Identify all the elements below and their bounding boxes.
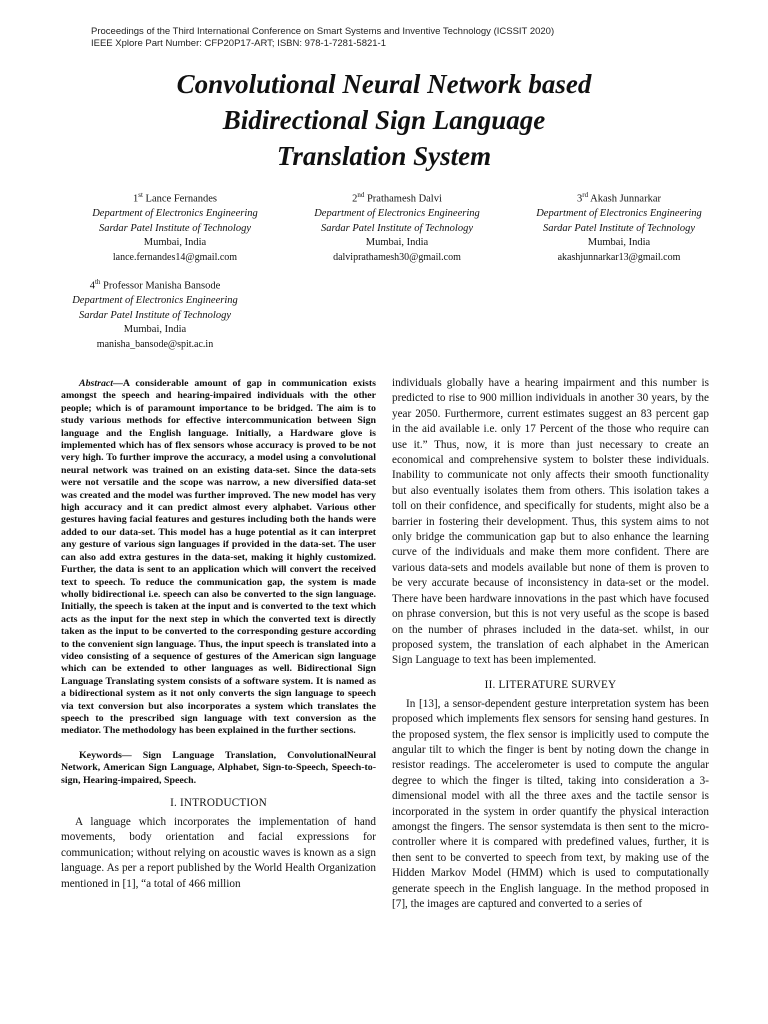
header-line-2: IEEE Xplore Part Number: CFP20P17-ART; ISBN: 978-1-7281-5821-1 bbox=[91, 38, 386, 49]
title-line-3: Translation System bbox=[276, 141, 492, 171]
author-block-1 bbox=[64, 188, 286, 265]
author-block-2 bbox=[286, 188, 508, 265]
conference-header bbox=[91, 26, 554, 50]
author-email: dalviprathamesh30@gmail.com bbox=[333, 251, 461, 263]
section-heading-literature-survey: II. LITERATURE SURVEY bbox=[484, 678, 617, 691]
author-email: manisha_bansode@spit.ac.in bbox=[96, 338, 214, 350]
title-line-1: Convolutional Neural Network based bbox=[176, 69, 592, 99]
abstract-label: Abstract bbox=[79, 378, 114, 389]
author-institute: Sardar Patel Institute of Technology bbox=[98, 222, 252, 234]
header-line-1: Proceedings of the Third International Conference on Smart Systems and Inventive Technology (ICSSIT 2020) bbox=[91, 26, 555, 37]
right-column bbox=[392, 376, 709, 912]
author-name: 3rd Akash Junnarkar bbox=[577, 191, 661, 205]
abstract-text: —A considerable amount of gap in communication exists amongst the speech and hearing-impaired individuals with the other people; which is of paramount importance to be bridged. The aim is to study various methods for effective intercommunication between Sign language and the English language. Initially, a Hardware glove is implemented which has of flex sensors whose accuracy is proved to be not very high. To further improve the accuracy, a model using a convolutional neural network was trained on an existing data-set. Since the data-sets were not versatile and the scope was narrow, a new diversified data-set was created and the model was further improved. The new model has very high accuracy and it can predict almost every alphabet. Various other gestures having facial features and gestures including both the hands were added to our data-set. This model has a huge potential as it can interpret any gesture of various sign languages if provided in the data-set. The user can also add extra gestures in the data-set, making it highly customized. Further, the data is sent to an application which will convert the received text to speech. To reduce the communication gap, the system is made wholly bidirectional i.e. speech can also be converted to the sign language. Initially, the speech is taken at the input and is converted to the text which acts as the input for the next step in which the converted text is directly taken as the input to be converted to the corresponding gesture according to the convenient sign language. Thus, the input speech is translated into a video consisting of a sequence of gestures of the American sign language which can be extended to other languages as well. Bidirectional Sign Language Translating system consists of a software system. It is named as a bidirectional system as it not only converts the sign language to speech via text conversion but also incorporates a system which translates the speech to the prescribed sign language with text conversion as the mediator. The methodology has been explained in the further sections. bbox=[61, 378, 376, 737]
author-institute: Sardar Patel Institute of Technology bbox=[320, 222, 474, 234]
abstract bbox=[61, 378, 376, 738]
keywords: Keywords— Sign Language Translation, ConvolutionalNeural Network, American Sign Language, Alphabet, Sign-to-Speech, Speech-to-sign, Hearing-impaired, Speech. bbox=[61, 749, 376, 786]
author-block-4 bbox=[44, 275, 266, 352]
author-name: 4th Professor Manisha Bansode bbox=[89, 278, 221, 292]
paper-title bbox=[60, 66, 708, 174]
author-institute: Sardar Patel Institute of Technology bbox=[542, 222, 696, 234]
author-email: akashjunnarkar13@gmail.com bbox=[557, 251, 681, 263]
author-name: 2nd Prathamesh Dalvi bbox=[352, 191, 442, 205]
author-city: Mumbai, India bbox=[365, 237, 429, 248]
introduction-paragraph: A language which incorporates the implementation of hand movements, body orientation and facial expressions for communication; without relying on acoustic waves is known as a sign language. As per a report published by the World Health Organization mentioned in [1], “a total of 466 million bbox=[61, 816, 376, 890]
introduction-paragraph-continued: individuals globally have a hearing impairment and this number is predicted to rise to 900 million individuals in another 30 years, by the year 2050. Furthermore, current estimates suggest an 83 percent gap in the aid available i.e. only 17 Percent of the those who require can use it.” Thus, now, it is more than just necessary to create an economical and comprehensive system to bolster these individuals. Inability to communicate not only affects their smooth functionality but also eventually isolates them from others. This isolation takes a toll on their confidence, and specifically for students, might also be a barrier in fostering their development. Thus, this system aims to not only bridge the communication gap but to also enhance the learning curve of the individuals and make them more confident. There are various data-sets and models available but none of them is proven to be very accurate because of inconsistency in data-set or the model. There have been hardware innovations in the past which have focused on phrase conversion, but this is not very useful as the scope is based on the number of phrases included in the data-set. whilst, in our proposed system, the translation of each alphabet in the American Sign Language to text has been implemented. bbox=[392, 377, 709, 667]
author-department: Department of Electronics Engineering bbox=[314, 208, 480, 219]
author-department: Department of Electronics Engineering bbox=[72, 295, 238, 306]
author-email: lance.fernandes14@gmail.com bbox=[112, 251, 238, 263]
author-institute: Sardar Patel Institute of Technology bbox=[78, 309, 232, 321]
author-city: Mumbai, India bbox=[123, 324, 187, 335]
author-city: Mumbai, India bbox=[143, 237, 207, 248]
author-department: Department of Electronics Engineering bbox=[536, 208, 702, 219]
author-name: 1st Lance Fernandes bbox=[133, 191, 217, 205]
section-heading-introduction: I. INTRODUCTION bbox=[170, 797, 267, 809]
title-line-2: Bidirectional Sign Language bbox=[222, 105, 546, 135]
author-city: Mumbai, India bbox=[587, 237, 651, 248]
literature-survey-paragraph: In [13], a sensor-dependent gesture interpretation system has been proposed which implements flex sensors for sensing hand gestures. In the proposed system, the flex sensor is implicitly used to compute the angular tilt to which the finger is bent by noting down the change in resistor readings. The accelerometer is used to compute the angular degree to which the finger is tilted, taking into consideration a 3-dimensional model with all the three axes and the tactile sensor is incorporated in the system in order quantify the physical interaction amongst the fingers. The sensor systemdata is then sent to the micro-controller where it is compared with predefined values, further, it is then sent to be converted to speech from text, by making use of the Hidden Markov Model (HMM) which is used to computationally generate speech in the English language. In the method proposed in [7], the images are captured and converted to a series of bbox=[392, 697, 709, 910]
left-column bbox=[61, 378, 376, 892]
author-department: Department of Electronics Engineering bbox=[92, 208, 258, 219]
author-block-3 bbox=[508, 188, 730, 265]
